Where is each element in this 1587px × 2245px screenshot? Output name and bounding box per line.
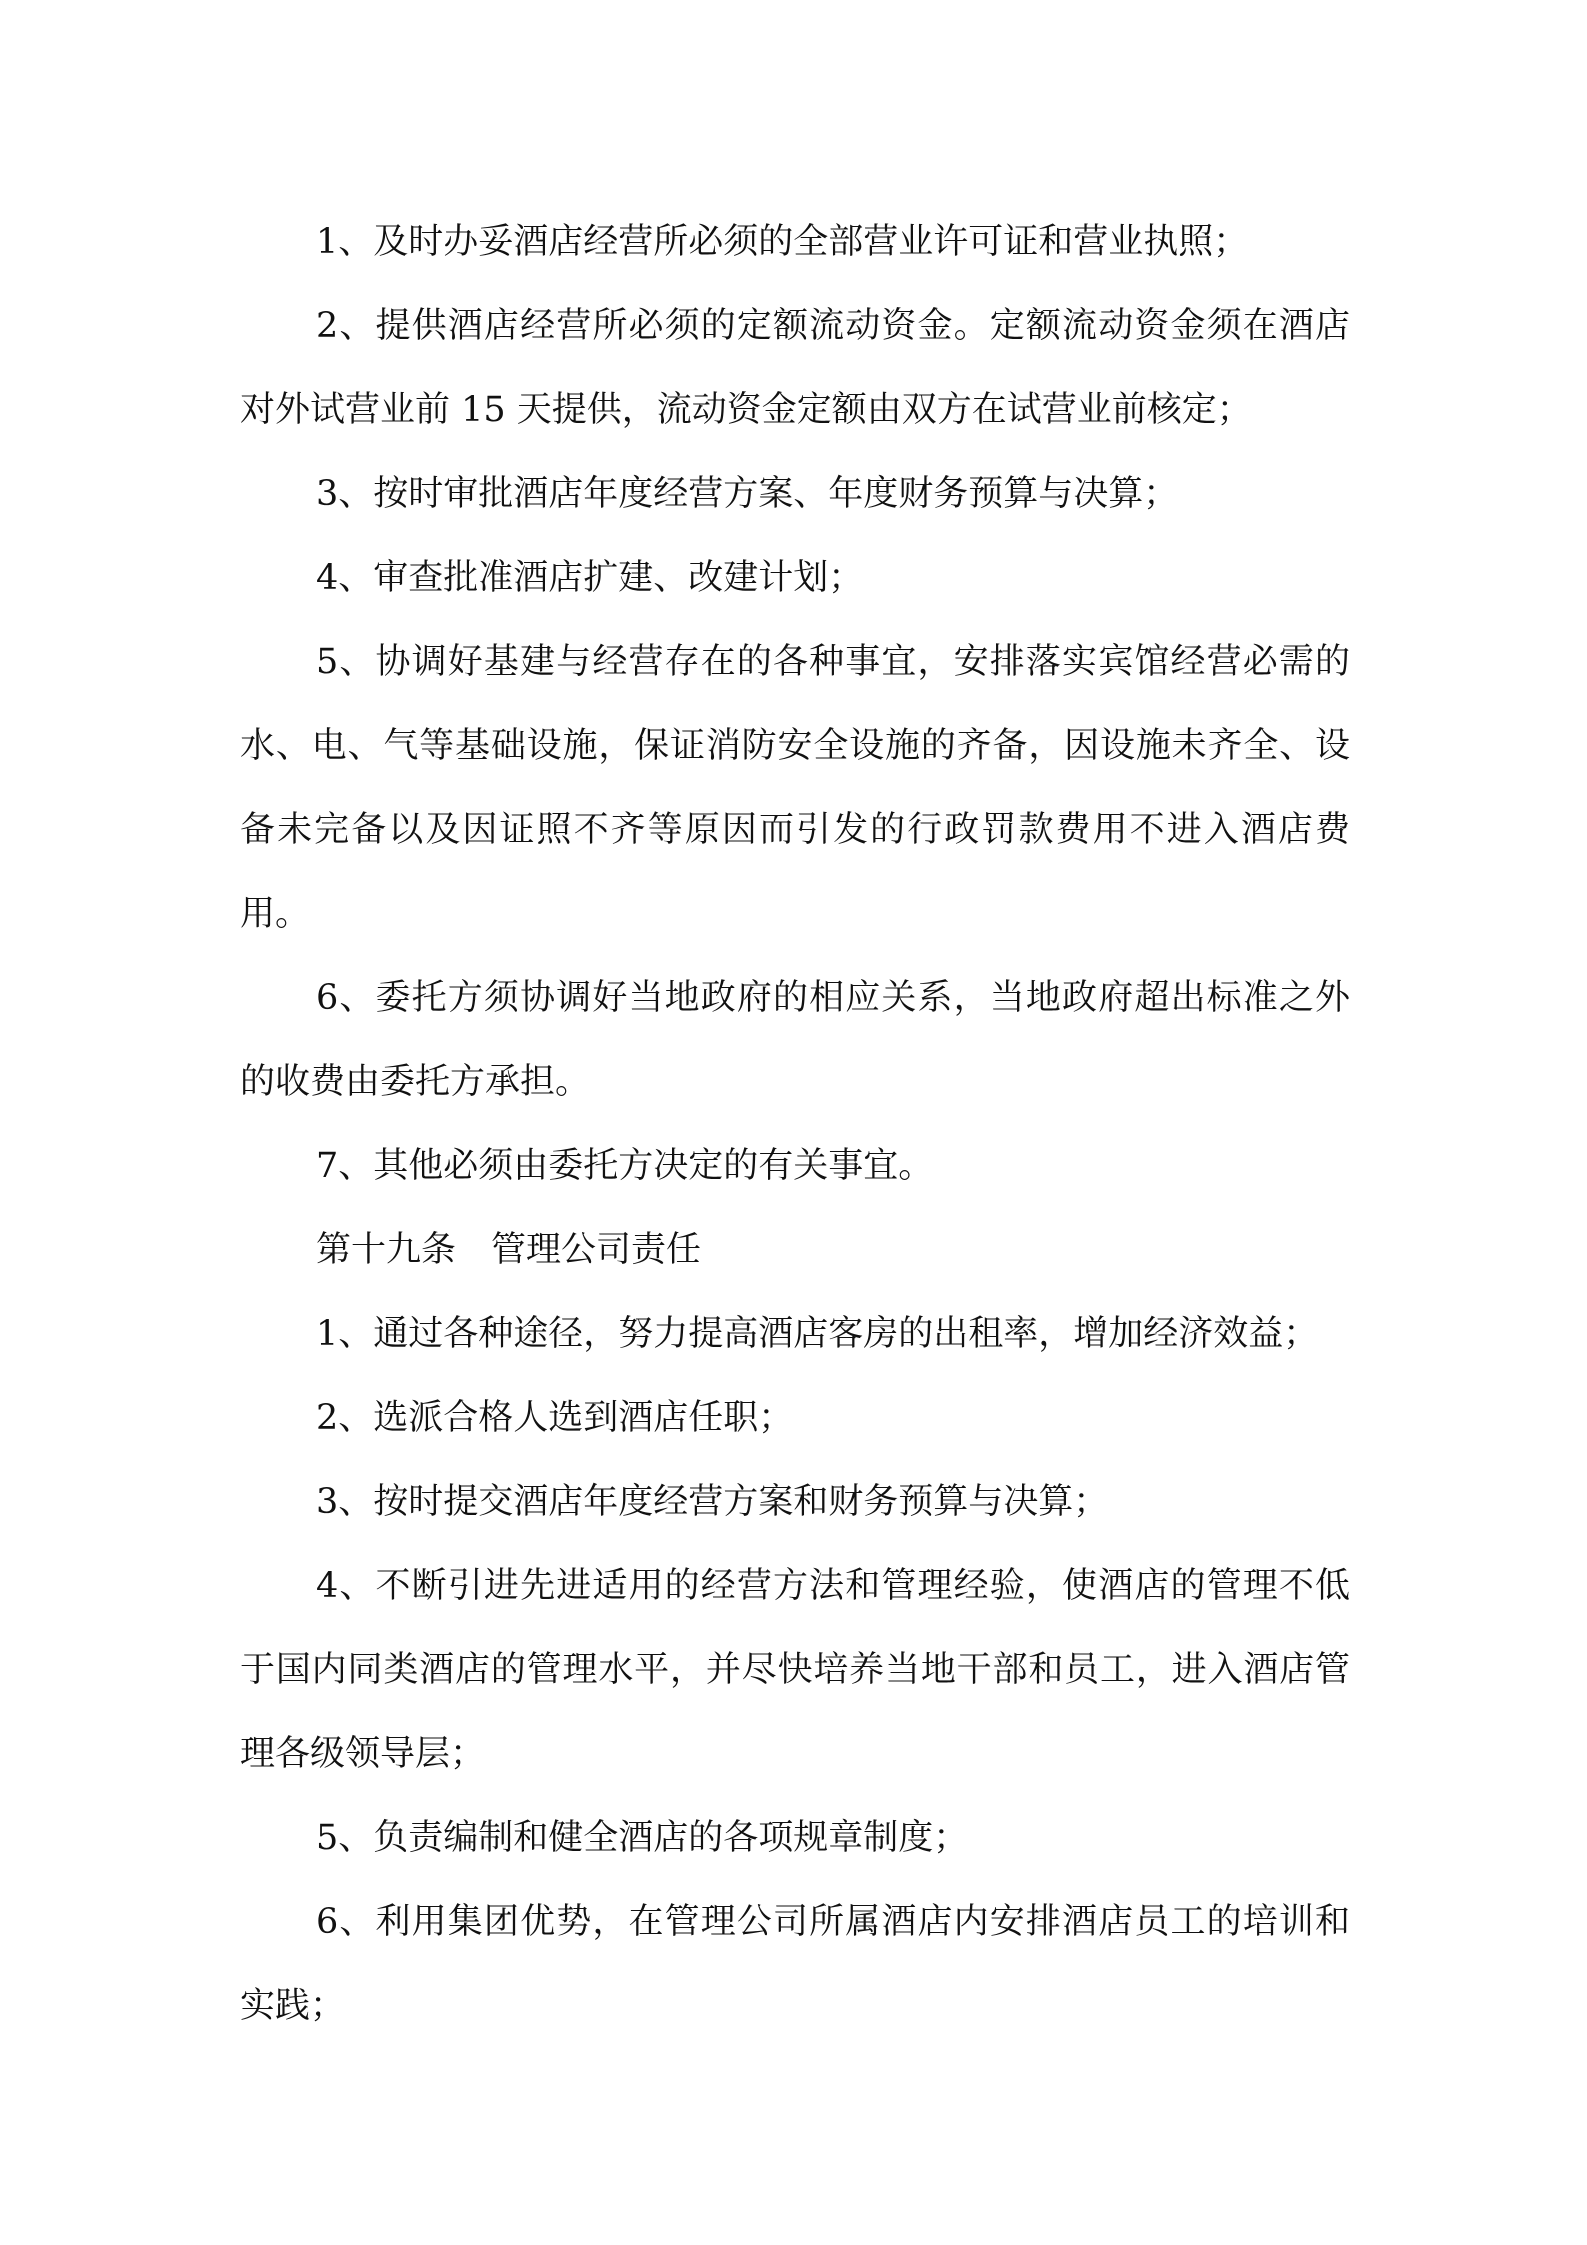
paragraph-owner-duty-6: 6、委托方须协调好当地政府的相应关系，当地政府超出标准之外的收费由委托方承担。 (240, 978, 1350, 1102)
paragraph-manager-duty-2: 2、选派合格人选到酒店任职； (316, 1398, 794, 1438)
paragraph-manager-duty-6: 6、利用集团优势，在管理公司所属酒店内安排酒店员工的培训和实践； (240, 1902, 1350, 2026)
paragraph-manager-duty-5: 5、负责编制和健全酒店的各项规章制度； (316, 1818, 969, 1858)
paragraph-manager-duty-3: 3、按时提交酒店年度经营方案和财务预算与决算； (316, 1482, 1109, 1522)
paragraph-owner-duty-3: 3、按时审批酒店年度经营方案、年度财务预算与决算； (316, 474, 1179, 514)
paragraph-owner-duty-4: 4、审查批准酒店扩建、改建计划； (316, 558, 864, 598)
paragraph-owner-duty-5: 5、协调好基建与经营存在的各种事宜，安排落实宾馆经营必需的水、电、气等基础设施，保证消防安全设施的齐备，因设施未齐全、设备未完备以及因证照不齐等原因而引发的行政罚款费用不进入酒店费用。 (240, 642, 1350, 934)
paragraph-owner-duty-7: 7、其他必须由委托方决定的有关事宜。 (316, 1146, 934, 1186)
paragraph-manager-duty-4: 4、不断引进先进适用的经营方法和管理经验，使酒店的管理不低于国内同类酒店的管理水平，并尽快培养当地干部和员工，进入酒店管理各级领导层； (240, 1566, 1350, 1774)
paragraph-owner-duty-1: 1、及时办妥酒店经营所必须的全部营业许可证和营业执照； (316, 222, 1249, 262)
article-heading: 第十九条 管理公司责任 (316, 1230, 702, 1270)
document-body (240, 200, 1350, 2048)
paragraph-owner-duty-2: 2、提供酒店经营所必须的定额流动资金。定额流动资金须在酒店对外试营业前 15 天提供，流动资金定额由双方在试营业前核定； (240, 306, 1350, 430)
paragraph-manager-duty-1: 1、通过各种途径，努力提高酒店客房的出租率，增加经济效益； (316, 1314, 1319, 1354)
